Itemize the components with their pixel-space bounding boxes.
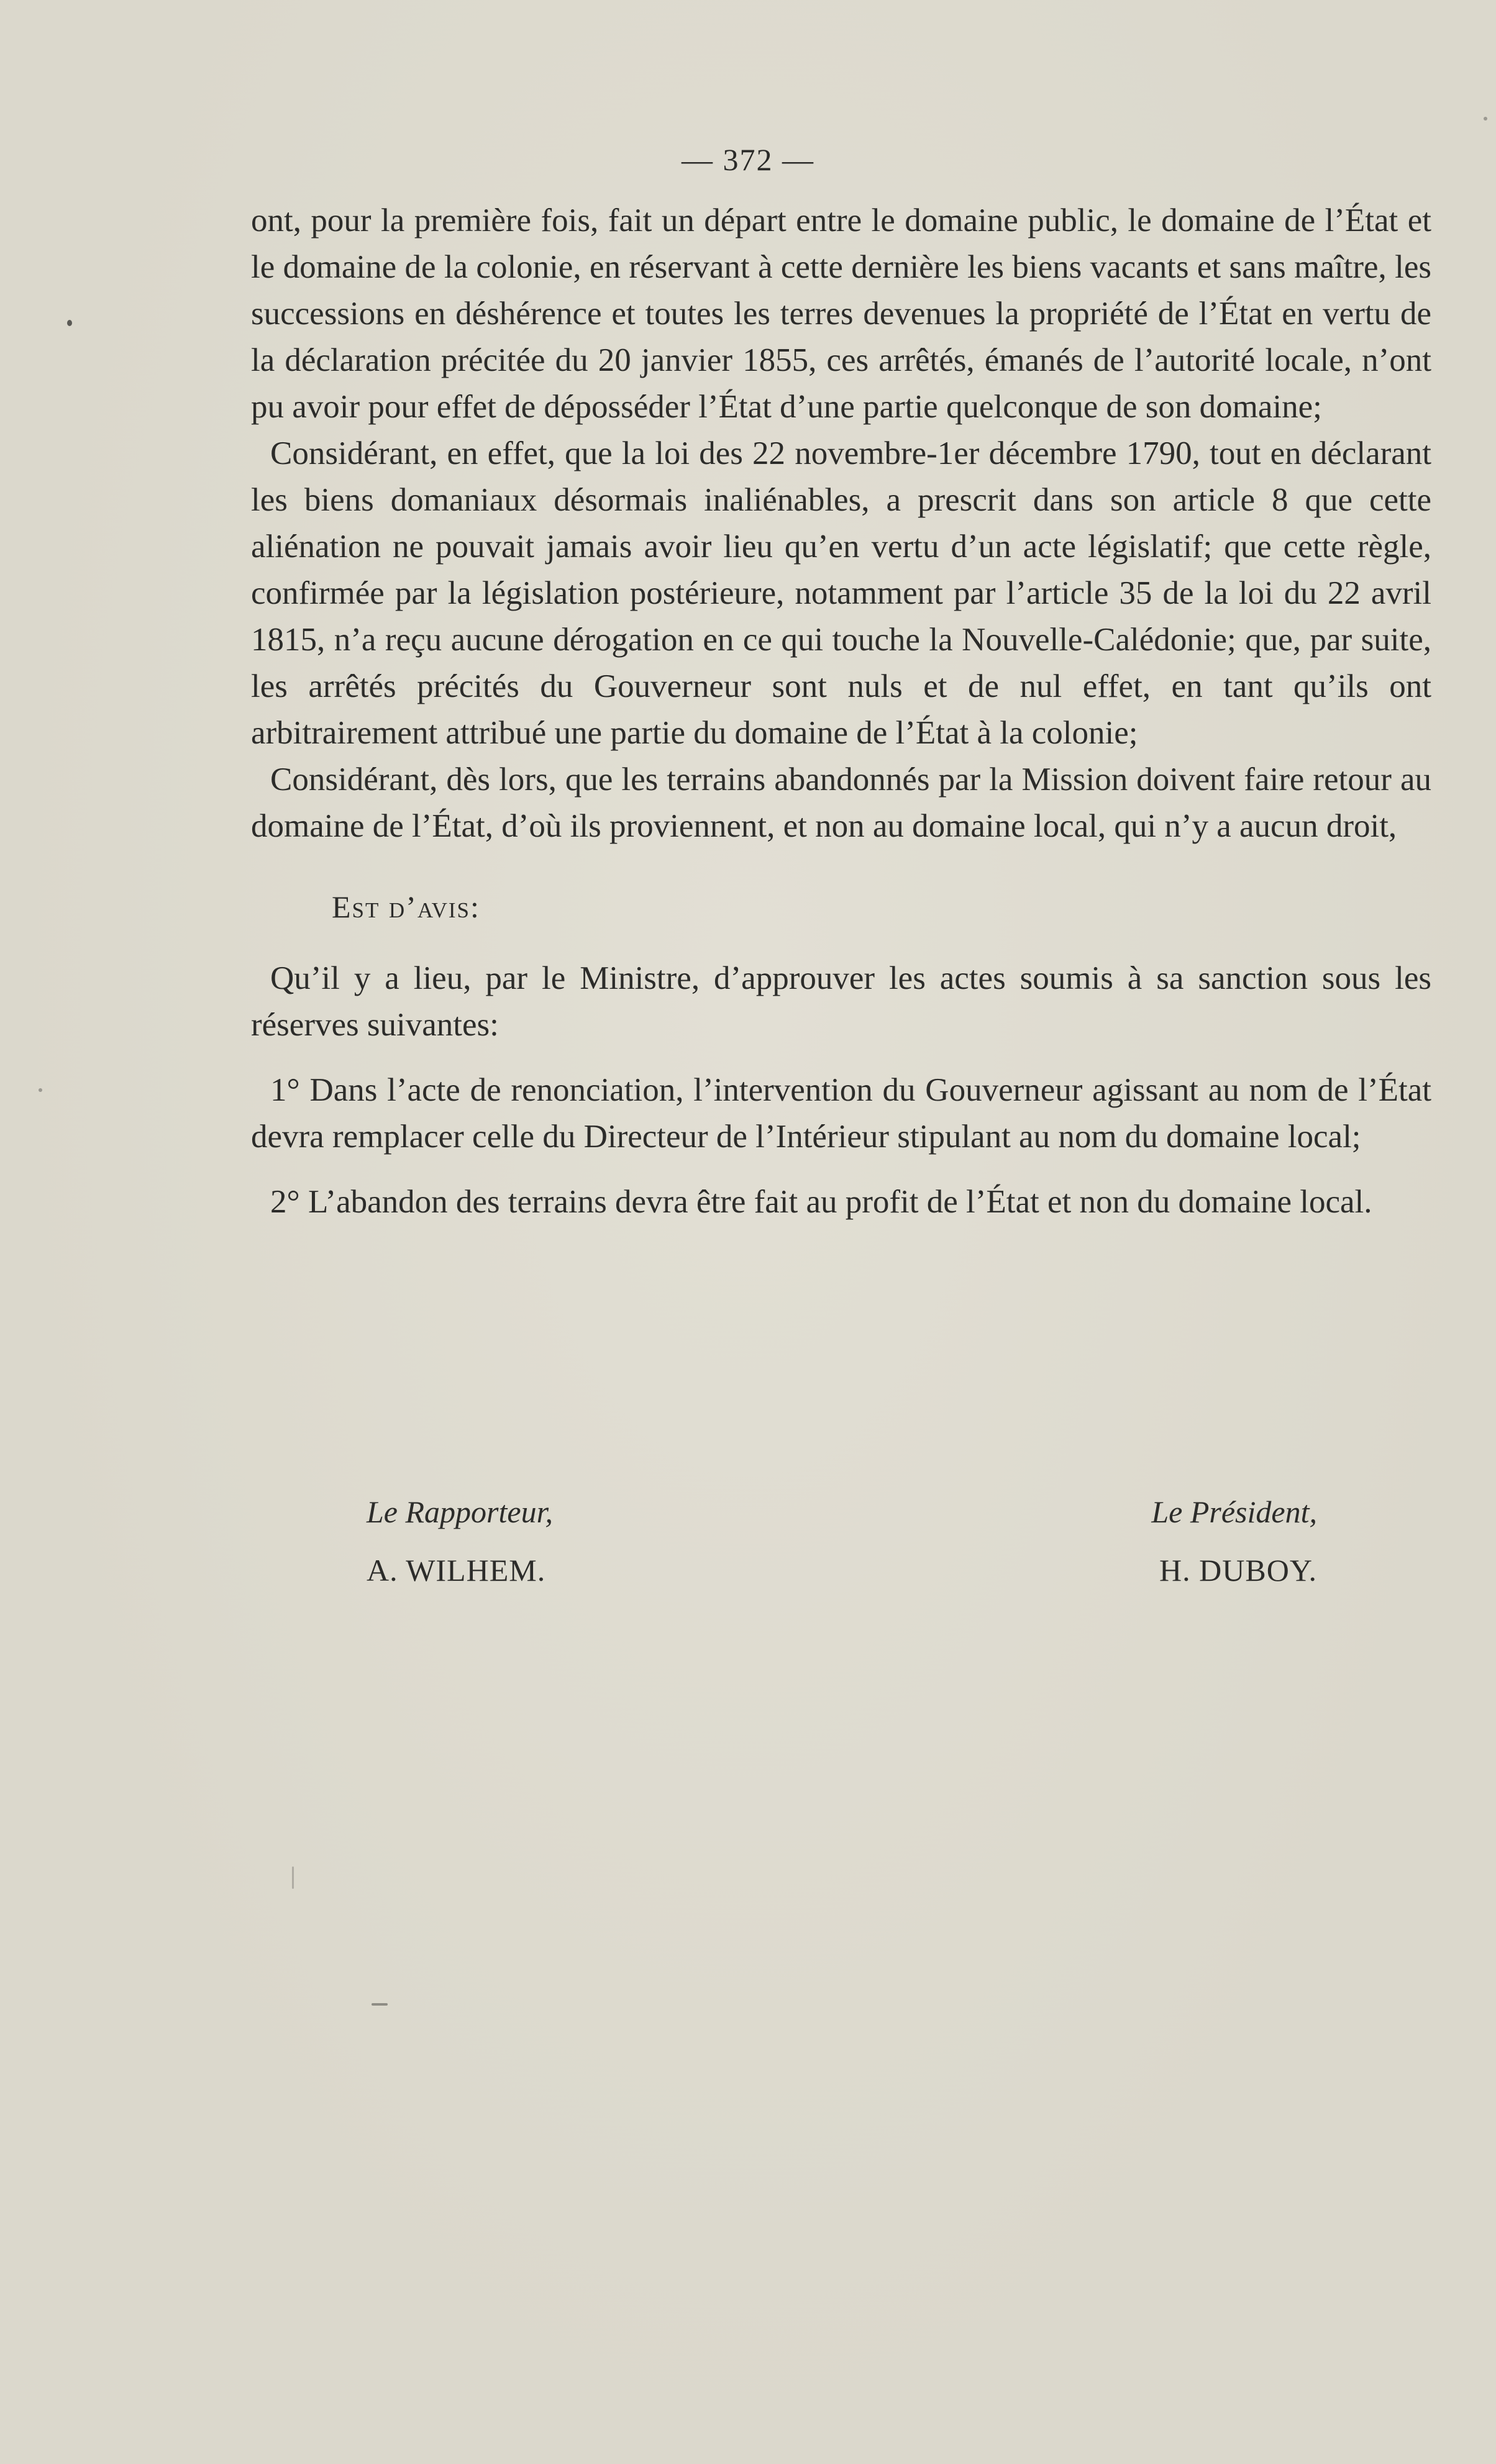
paper-speck	[292, 1866, 294, 1889]
paragraph-2: Considérant, en effet, que la loi des 22 novembre-1er décembre 1790, tout en déclarant les biens domaniaux désormais inaliénables, a prescrit dans son article 8 que cette aliénation ne pouvait jamais avoir lieu qu’en vertu d’un acte législatif; que cette règle, confirmée par la législation postérieure, notamment par l’article 35 de la loi du 22 avril 1815, n’a reçu aucune dérogation en ce qui touche la Nouvelle-Calédonie; que, par suite, les arrêtés précités du Gouverneur sont nuls et de nul effet, en tant qu’ils ont arbitrairement attribué une partie du domaine de l’État à la colonie;	[251, 435, 1431, 751]
signature-titles	[367, 1494, 1317, 1530]
conclusion-item-1: 1° Dans l’acte de renonciation, l’intervention du Gouverneur agissant au nom de l’État devra remplacer celle du Directeur de l’Intérieur stipulant au nom du domaine local;	[251, 1072, 1431, 1155]
paragraph-1: ont, pour la première fois, fait un départ entre le domaine public, le domaine de l’État et le domaine de la colonie, en réservant à cette dernière les biens vacants et sans maître, les successions en déshérence et toutes les terres devenues la propriété de l’État en vertu de la déclaration précitée du 20 janvier 1855, ces arrêtés, émanés de l’autorité locale, n’ont pu avoir pour effet de déposséder l’État d’une partie quelconque de son domaine;	[251, 202, 1431, 425]
rapporteur-name: A. WILHEM.	[367, 1553, 546, 1588]
rapporteur-title: Le Rapporteur,	[367, 1494, 553, 1529]
conclusion-intro: Qu’il y a lieu, par le Ministre, d’approuver les actes soumis à sa sanction sous les réserves suivantes:	[251, 960, 1431, 1043]
section-heading: Est d’avis:	[332, 889, 480, 924]
paper-speck	[67, 320, 72, 326]
body-text	[251, 198, 1431, 1225]
paper-speck	[39, 1088, 42, 1092]
conclusion-item-2: 2° L’abandon des terrains devra être fait au profit de l’État et non du domaine local.	[270, 1184, 1372, 1220]
page-number: — 372 —	[682, 142, 814, 177]
paper-speck	[1484, 117, 1487, 120]
signature-names	[367, 1552, 1317, 1588]
paper-speck	[372, 2003, 388, 2006]
paragraph-3: Considérant, dès lors, que les terrains abandonnés par la Mission doivent faire retour au domaine de l’État, d’où ils proviennent, et non au domaine local, qui n’y a aucun droit,	[251, 761, 1431, 844]
president-title: Le Président,	[1151, 1494, 1317, 1529]
president-name: H. DUBOY.	[1159, 1553, 1317, 1588]
signature-block	[367, 1494, 1317, 1588]
